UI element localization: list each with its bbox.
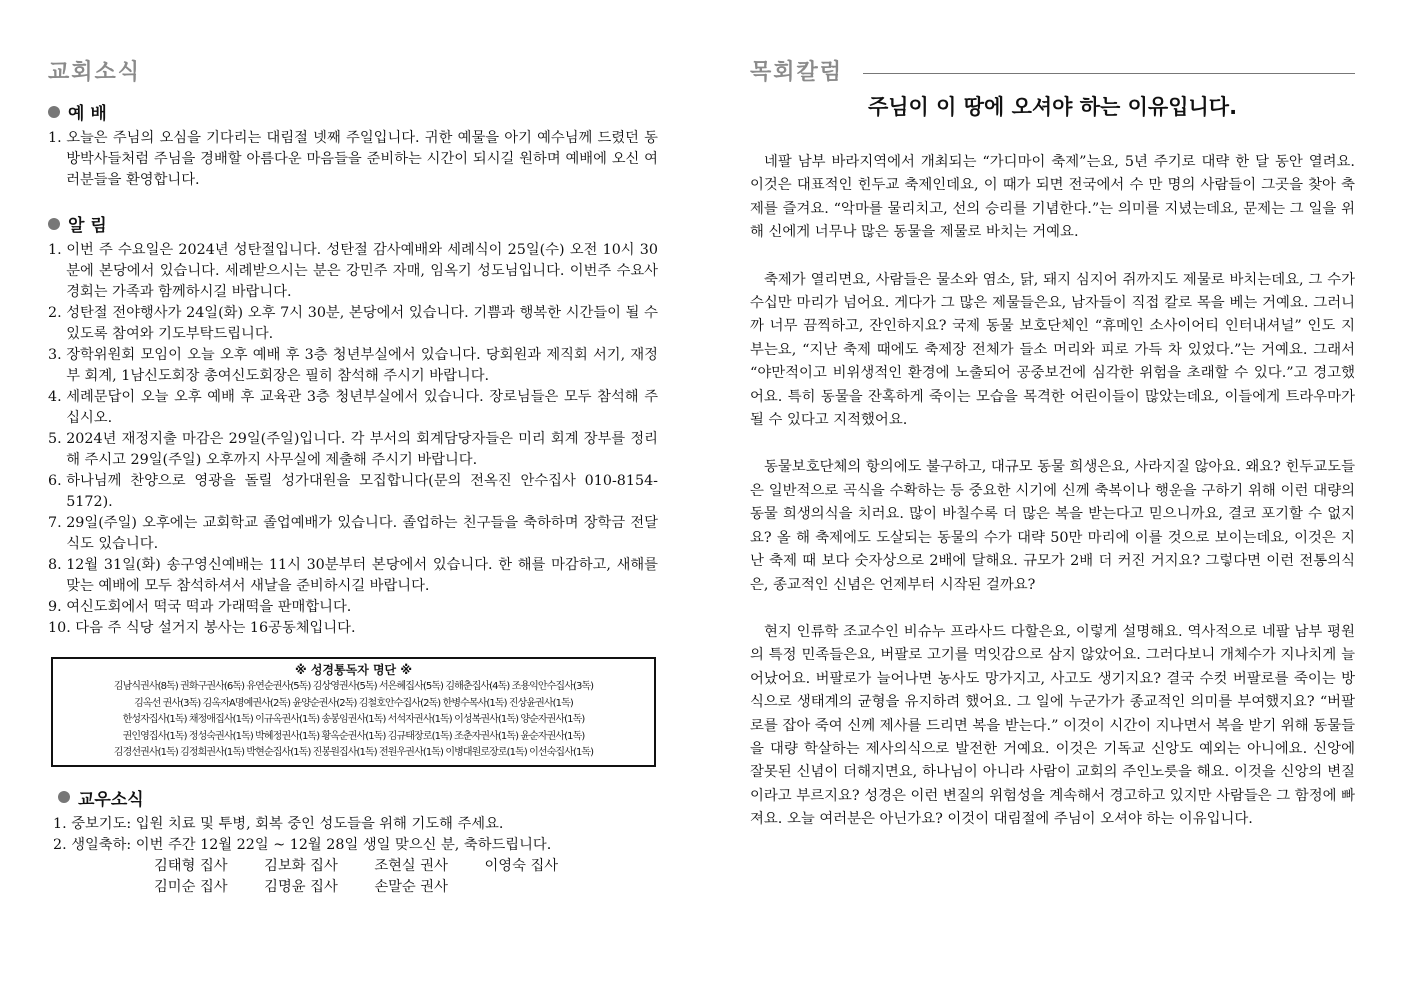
members-heading-label: 교우소식 (78, 789, 144, 810)
birthday-names-row-2 (154, 877, 658, 898)
item-number: 6. (48, 473, 67, 489)
item-number: 3. (48, 347, 67, 363)
item-text: 오늘은 주님의 오심을 기다리는 대림절 넷째 주일입니다. 귀한 예물을 아기 예수님께 드렸던 동방박사들처럼 주님을 경배할 아름다운 마음들을 준비하는 시간이 되시길 원하며 예배에 오신 여러분들을 환영합니다. (66, 130, 658, 188)
bullet-icon (58, 791, 70, 803)
item-number: 8. (48, 557, 67, 573)
list-item (48, 513, 658, 555)
bullet-icon (48, 106, 60, 118)
list-item (48, 618, 658, 639)
column-title: 주님이 이 땅에 오셔야 하는 이유입니다. (867, 95, 1238, 119)
list-item (48, 429, 658, 471)
list-item (48, 303, 658, 345)
item-text: 12월 31일(화) 송구영신예배는 11시 30분부터 본당에서 있습니다. 한 해를 마감하고, 새해를 맞는 예배에 모두 참석하셔서 새날을 준비하시길 바랍니다. (66, 557, 658, 594)
item-number: 2. (48, 305, 67, 321)
bible-readers-line: 권인영집사(1독) 정성숙권사(1독) 박혜정권사(1독) 황옥순권사(1독) 김규태장로(1독) 조춘자권사(1독) 윤순자권사(1독) (122, 730, 585, 742)
bible-readers-line: 김옥선 권사(3독) 김옥자A명예권사(2독) 윤양순권사(2독) 김철호안수집사(2독) 한병수목사(1독) 진상윤권사(1독) (134, 697, 573, 709)
worship-list (48, 128, 658, 191)
pastor-column-header (750, 55, 1355, 85)
column-paragraph: 축제가 열리면요, 사람들은 물소와 염소, 닭, 돼지 심지어 쥐까지도 제물로 바치는데요, 그 수가 수십만 마리가 넘어요. 게다가 그 많은 제물들은요, 남자들이 직접 칼로 목을 베는 거예요. 그러니까 너무 끔찍하고, 잔인하지요? 국제 동물 보호단체인 “휴메인 소사이어티 인터내셔널” 인도 지부는요, “지난 축제 때에도 축제장 전체가 들소 머리와 피로 가득 차 있었다.”는 거예요. 그래서 “야만적이고 비위생적인 환경에 노출되어 공중보건에 심각한 위험을 초래할 수 있다.”고 경고했어요. 특히 동물을 잔혹하게 죽이는 모습을 목격한 어린이들이 많았는데요, 이들에게 트라우마가 될 수 있다고 지적했어요. (750, 271, 1355, 429)
bible-readers-title: ※ 성경통독자 명단 ※ (294, 663, 412, 677)
list-item (48, 555, 658, 597)
pastor-column-label: 목회칼럼 (750, 59, 844, 85)
item-number: 1. (53, 815, 72, 832)
birthday-name: 손말순 권사 (374, 878, 448, 895)
item-text: 중보기도: 입원 치료 및 투병, 회복 중인 성도들을 위해 기도해 주세요. (71, 815, 504, 832)
notice-heading-label: 알 림 (68, 216, 107, 236)
members-list (53, 814, 658, 856)
bible-readers-line: 김경선권사(1독) 김정희권사(1독) 박현순집사(1독) 진봉원집사(1독) 전원우권사(1독) 이병대원로장로(1독) 이선숙집사(1독) (113, 747, 594, 759)
item-number: 1. (48, 130, 67, 146)
bullet-icon (48, 218, 60, 230)
birthday-name: 조현실 권사 (374, 857, 448, 874)
birthday-name: 김미순 집사 (154, 878, 228, 895)
item-text: 29일(주일) 오후에는 교회학교 졸업예배가 있습니다. 졸업하는 친구들을 축하하며 장학금 전달식도 있습니다. (66, 515, 658, 552)
birthday-names-row-1 (154, 856, 658, 877)
item-number: 9. (48, 599, 67, 615)
item-text: 여신도회에서 떡국 떡과 가래떡을 판매합니다. (66, 599, 352, 615)
list-item (48, 240, 658, 303)
item-number: 4. (48, 389, 67, 405)
list-item (48, 597, 658, 618)
list-item (48, 128, 658, 191)
list-item (53, 814, 658, 835)
item-text: 생일축하: 이번 주간 12월 22일 ~ 12월 28일 생일 맞으신 분, 축하드립니다. (71, 836, 552, 853)
item-text: 다음 주 식당 설거지 봉사는 16공동체입니다. (75, 620, 356, 636)
item-text: 성탄절 전야행사가 24일(화) 오후 7시 30분, 본당에서 있습니다. 기쁨과 행복한 시간들이 될 수 있도록 참여와 기도부탁드립니다. (66, 305, 658, 342)
birthday-name: 김명윤 집사 (264, 878, 338, 895)
column-paragraph: 현지 인류학 조교수인 비슈누 프라사드 다할은요, 이렇게 설명해요. 역사적으로 네팔 남부 평원의 특정 민족들은요, 버팔로 고기를 먹잇감으로 삼지 않았어요. 그러다보니 개체수가 지나치게 늘어났어요. 버팔로가 늘어나면 농사도 망가지고, 사고도 생기지요? 결국 수컷 버팔로를 죽이는 방식으로 생태계의 균형을 유지하려 했어요. 그 일에 누군가가 종교적인 의미를 부여했지요? “버팔로를 잡아 죽여 신께 제사를 드리면 복을 받는다.” 이것이 시간이 지나면서 복을 받기 위해 동물들을 대량 학살하는 제사의식으로 발전한 거예요. 이것은 기독교 신앙도 예외는 아니에요. 신앙에 잘못된 신념이 더해지면요, 하나님이 아니라 사람이 교회의 주인노릇을 해요. 이것을 신앙의 변질이라고 부르지요? 성경은 이런 변질의 위험성을 계속해서 경고하고 있지만 사람들은 그 함정에 빠져요. 오늘 여러분은 아닌가요? 이것이 대림절에 주님이 오셔야 하는 이유입니다. (750, 623, 1355, 828)
list-item (53, 835, 658, 856)
item-number: 7. (48, 515, 67, 531)
pastor-column-section (750, 55, 1355, 856)
members-heading (58, 785, 658, 810)
column-paragraph: 네팔 남부 바라지역에서 개최되는 “가디마이 축제”는요, 5년 주기로 대략 한 달 동안 열려요. 이것은 대표적인 힌두교 축제인데요, 이 때가 되면 전국에서 수 만 명의 사람들이 그곳을 찾아 축제를 즐겨요. “악마를 물리치고, 선의 승리를 기념한다.”는 의미를 지녔는데요, 문제는 그 일을 위해 신에게 너무나 많은 동물을 제물로 바치는 거예요. (750, 154, 1355, 241)
list-item (48, 471, 658, 513)
item-text: 하나님께 찬양으로 영광을 돌릴 성가대원을 모집합니다(문의 전옥진 안수집사 010-8154-5172). (66, 473, 658, 510)
bible-readers-line: 한성자집사(1독) 채정애집사(1독) 이규옥권사(1독) 송봉임권사(1독) 서석자권사(1독) 이성복권사(1독) 양순자권사(1독) (122, 714, 585, 726)
birthday-name: 김태형 집사 (154, 857, 228, 874)
list-item (48, 387, 658, 429)
item-number: 2. (53, 836, 72, 853)
birthday-name: 김보화 집사 (264, 857, 338, 874)
worship-heading (48, 99, 658, 124)
notice-list (48, 240, 658, 639)
item-number: 5. (48, 431, 67, 447)
item-text: 세례문답이 오늘 오후 예배 후 교육관 3층 청년부실에서 있습니다. 장로님들은 모두 참석해 주십시오. (66, 389, 658, 426)
header-divider (863, 73, 1355, 74)
item-text: 이번 주 수요일은 2024년 성탄절입니다. 성탄절 감사예배와 세례식이 25일(수) 오전 10시 30분에 본당에서 있습니다. 세례받으시는 분은 강민주 자매, 임옥기 성도님입니다. 이번주 수요사경회는 가족과 함께하시길 바랍니다. (66, 242, 658, 300)
column-paragraph: 동물보호단체의 항의에도 불구하고, 대규모 동물 희생은요, 사라지질 않아요. 왜요? 힌두교도들은 일반적으로 곡식을 수확하는 등 중요한 시기에 신께 축복이나 행운을 구하기 위해 이런 대량의 동물 희생의식을 치러요. 많이 바칠수록 더 많은 복을 받는다고 믿으니까요, 결코 포기할 수 없지요? 올 해 축제에도 도살되는 동물의 수가 대략 50만 마리에 이를 것으로 보이는데요, 이것은 지난 축제 때 보다 숫자상으로 2배에 달해요. 규모가 2배 더 커진 거지요? 그렇다면 이런 전통의식은, 종교적인 신념은 언제부터 시작된 걸까요? (750, 459, 1356, 593)
birthday-name: 이영숙 집사 (484, 857, 559, 874)
item-number: 1. (48, 242, 67, 258)
bible-readers-box (51, 657, 656, 767)
church-news-title: 교회소식 (48, 59, 142, 85)
church-news-section (48, 55, 658, 898)
item-number: 10. (48, 620, 76, 636)
item-text: 2024년 재정지출 마감은 29일(주일)입니다. 각 부서의 회계담당자들은 미리 회계 장부를 정리해 주시고 29일(주일) 오후까지 사무실에 제출해 주시기 바랍니다. (66, 431, 658, 468)
list-item (48, 345, 658, 387)
bible-readers-line: 김남식권사(8독) 권화구권사(6독) 유연순권사(5독) 김상영권사(5독) 서은혜집사(5독) 김해춘집사(4독) 조용익안수집사(3독) (113, 681, 594, 692)
item-text: 장학위원회 모임이 오늘 오후 예배 후 3층 청년부실에서 있습니다. 당회원과 제직회 서기, 재정부 회계, 1남신도회장 총여신도회장은 필히 참석해 주시기 바랍니다. (66, 347, 658, 384)
notice-heading (48, 211, 658, 236)
worship-heading-label: 예 배 (68, 104, 107, 124)
